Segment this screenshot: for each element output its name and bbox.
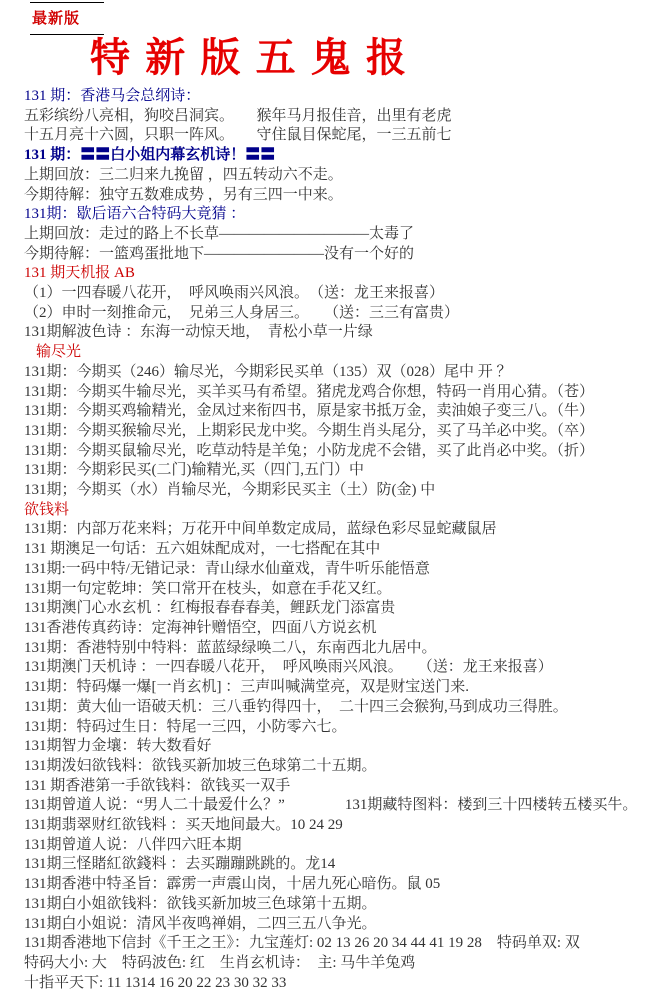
report-line: 131期曾道人说：“男人二十最爱什么？” 131期藏特图料：楼到三十四楼转五楼买牛。	[24, 797, 638, 814]
report-line: 十五月亮十六圆，只职一阵风。 守住鼠目保蛇尾，一三五前七	[24, 127, 452, 144]
report-line: 131期：今期买鼠输尽光，吃草动特是羊兔；小防龙虎不会错，买了此肖必中奖。（折）	[24, 442, 595, 459]
report-line: 131期解波色诗 ：东海一动惊天地， 青松小草一片绿	[24, 324, 373, 341]
report-line: 131期：今期买（246）输尽光，今期彩民买单（135）双（028）尾中 开 ？	[24, 363, 512, 380]
page-title: 特新版五鬼报	[90, 35, 422, 80]
report-line: 今期待解：独守五数难成势 ，另有三四一中来。	[24, 186, 343, 203]
report-line: （2）申时一刻推命元， 兄弟三人身居三。 （送：三三有富贵）	[24, 304, 460, 321]
report-line: 今期待解：一篮鸡蛋批地下————————没有一个好的	[24, 245, 415, 262]
report-line: 131香港传真药诗：定海神针赠悟空，四面八方说玄机	[24, 619, 377, 636]
report-line: 131期曾道人说：八伴四六旺本期	[24, 836, 242, 853]
report-line: 131期：特码过生日：特尾一三四，小防零六七。	[24, 718, 347, 735]
report-line: 131期泼妇欲钱料：欲钱买新加坡三色球第二十五期。	[24, 757, 377, 774]
report-line: 131期澳门天机诗 ：一四春暖八花开， 呼风唤雨兴风浪。 （送：龙王来报喜）	[24, 659, 553, 676]
latest-edition-label: 最新版	[32, 11, 81, 27]
report-line: 131期翡翠财红欲钱料 ：买天地间最大。10 24 29	[24, 817, 343, 834]
report-line: 上期回放：三二归来九挽留 ，四五转动六不走。	[24, 166, 343, 183]
report-line: 131期：今期买鸡输精光，金凤过来衔四书，原是家书抵万金，卖油娘子变三八。（牛）	[24, 403, 595, 420]
report-line: 131期白小姐欲钱料：欲钱买新加坡三色球第十五期。	[24, 895, 377, 912]
report-line: 131期：今期买猴输尽光，上期彩民龙中奖。今期生肖头尾分，买了马羊必中奖。（卒）	[24, 422, 595, 439]
report-line: 输尽光	[36, 344, 82, 361]
report-line: 131 期香港第一手欲钱料：欲钱买一双手	[24, 777, 291, 794]
report-line: 131期白小姐说：清风半夜鸣禅娟，二四三五八争光。	[24, 915, 377, 932]
report-line: 131期香港地下信封《千王之王》：九宝莲灯: 02 13 26 20 34 44 41 19 28 特码单双: 双	[24, 935, 580, 952]
report-line: 131期：今期彩民买(二门)输精光,买（四门,五门）中	[24, 462, 364, 479]
report-line: 131期：歇后语六合特码大竟猜 ：	[24, 206, 246, 223]
report-line: 131期澳门心水玄机 ：红梅报春春春美，鲤跃龙门添富贵	[24, 600, 396, 617]
report-line: 特码大小: 大 特码波色: 红 生肖玄机诗： 主: 马牛羊兔鸡	[24, 954, 416, 971]
report-line: （1）一四春暖八花开， 呼风唤雨兴风浪。 （送：龙王来报喜）	[24, 285, 445, 302]
report-line: 131期；今期买（水）肖输尽光，今期彩民买主（土）防(金) 中	[24, 482, 436, 499]
report-line: 131期：特码爆一爆[一肖玄机] ：三声叫喊满堂亮，双是财宝送门来.	[24, 679, 469, 696]
report-line: 131 期澳足一句话：五六姐妹配成对，一七搭配在其中	[24, 541, 381, 558]
report-line: 131 期：〓〓白小姐内幕玄机诗！〓〓	[24, 147, 276, 164]
report-line: 131 期：香港马会总纲诗：	[24, 88, 201, 104]
report-line: 131期：香港特别中特料：蓝蓝绿绿唤二八，东南西北九居中。	[24, 639, 437, 656]
report-line: 十指平天下: 11 1314 16 20 22 23 30 32 33	[24, 974, 287, 991]
report-line: 五彩缤纷八亮相，狗咬吕洞宾。 猴年马月报佳音，出里有老虎	[24, 107, 452, 124]
report-line: 欲钱料	[24, 501, 70, 518]
report-lines	[24, 87, 664, 993]
report-line: 131期智力金壤：转大数看好	[24, 738, 212, 755]
report-line: 131期：内部万花来料；万花开中间单数定成局，蓝绿色彩尽显蛇藏鼠居	[24, 521, 497, 538]
report-line: 131期一句定乾坤：笑口常开在枝头，如意在手花又红。	[24, 580, 392, 597]
latest-edition-badge	[30, 2, 104, 35]
report-line: 131 期天机报 AB	[24, 265, 135, 282]
report-line: 131期：黄大仙一语破天机：三八垂钓得四十， 二十四三会猴狗,马到成功三得胜。	[24, 698, 568, 715]
report-line: 131期三怪賭紅欲錢料 ：去买蹦蹦跳跳的。龙14	[24, 856, 336, 873]
report-line: 131期：今期买牛输尽光，买羊买马有希望。猪虎龙鸡合你想，特码一肖用心猜。（苍）	[24, 383, 595, 400]
report-line: 131期香港中特圣旨：霹雳一声震山岗，十居九死心暗伤。鼠 05	[24, 876, 441, 893]
report-line: 上期回放：走过的路上不长草——————————太毒了	[24, 225, 415, 242]
report-line: 131期:一码中特/无错记录：青山绿水仙童戏，青牛听乐能悟意	[24, 560, 430, 577]
